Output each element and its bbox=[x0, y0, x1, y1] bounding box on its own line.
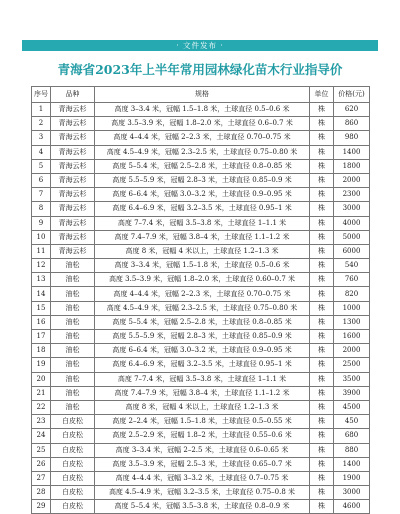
table-row bbox=[32, 358, 370, 372]
cell-price: 3000 bbox=[334, 486, 370, 500]
cell-price: 680 bbox=[334, 429, 370, 443]
cell-no: 2 bbox=[32, 117, 51, 131]
table-row bbox=[32, 287, 370, 301]
cell-spec: 高度 4–4.4 米，冠幅 2–2.3 米，土球直径 0.70–0.75 米 bbox=[95, 287, 310, 301]
cell-no: 12 bbox=[32, 259, 51, 273]
cell-no: 21 bbox=[32, 386, 51, 400]
cell-price: 980 bbox=[334, 131, 370, 145]
cell-unit: 株 bbox=[310, 259, 334, 273]
cell-variety: 青海云杉 bbox=[51, 117, 95, 131]
cell-no: 11 bbox=[32, 244, 51, 258]
cell-price: 5000 bbox=[334, 230, 370, 244]
cell-price: 1400 bbox=[334, 457, 370, 471]
cell-spec: 高度 6.4–6.9 米，冠幅 3.2–3.5 米，土球直径 0.95–1 米 bbox=[95, 202, 310, 216]
cell-spec: 高度 4–4.4 米，冠幅 2–2.3 米，土球直径 0.70–0.75 米 bbox=[95, 131, 310, 145]
cell-variety: 油松 bbox=[51, 315, 95, 329]
cell-spec: 高度 3–3.4 米，冠幅 2–2.5 米，土球直径 0.6–0.65 米 bbox=[95, 443, 310, 457]
page-title: 青海省2023年上半年常用园林绿化苗木行业指导价 bbox=[57, 62, 343, 77]
table-row bbox=[32, 216, 370, 230]
section-band bbox=[22, 40, 378, 51]
table-row bbox=[32, 330, 370, 344]
cell-price: 6000 bbox=[334, 244, 370, 258]
cell-unit: 株 bbox=[310, 216, 334, 230]
cell-spec: 高度 4.5–4.9 米，冠幅 3.2–3.5 米，土球直径 0.75–0.8 米 bbox=[95, 486, 310, 500]
cell-no: 7 bbox=[32, 188, 51, 202]
cell-variety: 白皮松 bbox=[51, 443, 95, 457]
table-row bbox=[32, 244, 370, 258]
cell-unit: 株 bbox=[310, 400, 334, 414]
cell-spec: 高度 5–5.4 米，冠幅 2.5–2.8 米，土球直径 0.8–0.85 米 bbox=[95, 159, 310, 173]
cell-variety: 青海云杉 bbox=[51, 230, 95, 244]
cell-variety: 油松 bbox=[51, 259, 95, 273]
table-row bbox=[32, 273, 370, 287]
table-row bbox=[32, 400, 370, 414]
cell-price: 4600 bbox=[334, 500, 370, 514]
cell-unit: 株 bbox=[310, 230, 334, 244]
cell-variety: 青海云杉 bbox=[51, 173, 95, 187]
cell-price: 1000 bbox=[334, 301, 370, 315]
cell-unit: 株 bbox=[310, 244, 334, 258]
cell-no: 10 bbox=[32, 230, 51, 244]
cell-price: 1600 bbox=[334, 330, 370, 344]
table-row bbox=[32, 315, 370, 329]
cell-price: 3500 bbox=[334, 372, 370, 386]
cell-unit: 株 bbox=[310, 486, 334, 500]
column-header-price: 价格(元) bbox=[334, 87, 370, 103]
cell-variety: 白皮松 bbox=[51, 471, 95, 485]
table-row bbox=[32, 145, 370, 159]
cell-variety: 青海云杉 bbox=[51, 188, 95, 202]
table-row bbox=[32, 457, 370, 471]
cell-unit: 株 bbox=[310, 159, 334, 173]
cell-spec: 高度 3.5–3.9 米，冠幅 1.8–2.0 米，土球直径 0.60–0.7 米 bbox=[95, 273, 310, 287]
cell-unit: 株 bbox=[310, 429, 334, 443]
cell-variety: 油松 bbox=[51, 372, 95, 386]
table-row bbox=[32, 202, 370, 216]
cell-price: 620 bbox=[334, 103, 370, 117]
cell-spec: 高度 5–5.4 米，冠幅 2.5–2.8 米，土球直径 0.8–0.85 米 bbox=[95, 315, 310, 329]
cell-variety: 青海云杉 bbox=[51, 131, 95, 145]
cell-price: 3000 bbox=[334, 202, 370, 216]
column-header-unit: 单位 bbox=[310, 87, 334, 103]
table-row bbox=[32, 131, 370, 145]
cell-spec: 高度 5.5–5.9 米，冠幅 2.8–3 米，土球直径 0.85–0.9 米 bbox=[95, 173, 310, 187]
cell-no: 28 bbox=[32, 486, 51, 500]
table-row bbox=[32, 386, 370, 400]
cell-spec: 高度 3.5–3.9 米，冠幅 1.8–2.0 米，土球直径 0.6–0.7 米 bbox=[95, 117, 310, 131]
cell-variety: 油松 bbox=[51, 358, 95, 372]
table-row bbox=[32, 415, 370, 429]
column-header-no: 序号 bbox=[32, 87, 51, 103]
table-row bbox=[32, 372, 370, 386]
cell-unit: 株 bbox=[310, 202, 334, 216]
cell-spec: 高度 4.5–4.9 米，冠幅 2.3–2.5 米，土球直径 0.75–0.80 米 bbox=[95, 145, 310, 159]
cell-no: 20 bbox=[32, 372, 51, 386]
column-header-variety: 品种 bbox=[51, 87, 95, 103]
cell-variety: 青海云杉 bbox=[51, 216, 95, 230]
table-row bbox=[32, 259, 370, 273]
cell-variety: 青海云杉 bbox=[51, 202, 95, 216]
cell-no: 24 bbox=[32, 429, 51, 443]
cell-unit: 株 bbox=[310, 457, 334, 471]
table-row bbox=[32, 188, 370, 202]
cell-no: 17 bbox=[32, 330, 51, 344]
cell-unit: 株 bbox=[310, 103, 334, 117]
cell-variety: 油松 bbox=[51, 301, 95, 315]
table-body bbox=[32, 103, 370, 514]
table-row bbox=[32, 486, 370, 500]
cell-unit: 株 bbox=[310, 188, 334, 202]
section-label: · 文件发布 · bbox=[176, 41, 224, 50]
table-row bbox=[32, 173, 370, 187]
cell-price: 1800 bbox=[334, 159, 370, 173]
cell-no: 29 bbox=[32, 500, 51, 514]
table-row bbox=[32, 117, 370, 131]
cell-unit: 株 bbox=[310, 372, 334, 386]
cell-spec: 高度 3–3.4 米，冠幅 1.5–1.8 米，土球直径 0.5–0.6 米 bbox=[95, 103, 310, 117]
cell-no: 5 bbox=[32, 159, 51, 173]
cell-spec: 高度 2.5–2.9 米，冠幅 1.8–2 米，土球直径 0.55–0.6 米 bbox=[95, 429, 310, 443]
table-row bbox=[32, 103, 370, 117]
cell-no: 25 bbox=[32, 443, 51, 457]
cell-variety: 油松 bbox=[51, 386, 95, 400]
cell-unit: 株 bbox=[310, 386, 334, 400]
cell-variety: 青海云杉 bbox=[51, 244, 95, 258]
cell-spec: 高度 3–3.4 米，冠幅 1.5–1.8 米，土球直径 0.5–0.6 米 bbox=[95, 259, 310, 273]
cell-unit: 株 bbox=[310, 273, 334, 287]
cell-no: 14 bbox=[32, 287, 51, 301]
cell-unit: 株 bbox=[310, 415, 334, 429]
cell-variety: 油松 bbox=[51, 344, 95, 358]
cell-no: 22 bbox=[32, 400, 51, 414]
cell-spec: 高度 7.4–7.9 米，冠幅 3.8–4 米，土球直径 1.1–1.2 米 bbox=[95, 230, 310, 244]
cell-no: 27 bbox=[32, 471, 51, 485]
cell-price: 880 bbox=[334, 443, 370, 457]
cell-variety: 油松 bbox=[51, 287, 95, 301]
cell-spec: 高度 7.4–7.9 米，冠幅 3.8–4 米，土球直径 1.1–1.2 米 bbox=[95, 386, 310, 400]
cell-unit: 株 bbox=[310, 301, 334, 315]
cell-no: 19 bbox=[32, 358, 51, 372]
cell-spec: 高度 8 米，冠幅 4 米以上，土球直径 1.2–1.3 米 bbox=[95, 400, 310, 414]
table-row bbox=[32, 443, 370, 457]
cell-unit: 株 bbox=[310, 358, 334, 372]
cell-unit: 株 bbox=[310, 500, 334, 514]
price-table bbox=[31, 86, 370, 514]
cell-unit: 株 bbox=[310, 315, 334, 329]
cell-no: 1 bbox=[32, 103, 51, 117]
cell-unit: 株 bbox=[310, 131, 334, 145]
cell-price: 820 bbox=[334, 287, 370, 301]
cell-price: 2000 bbox=[334, 173, 370, 187]
cell-price: 1900 bbox=[334, 471, 370, 485]
cell-variety: 油松 bbox=[51, 273, 95, 287]
cell-variety: 白皮松 bbox=[51, 500, 95, 514]
cell-price: 540 bbox=[334, 259, 370, 273]
cell-spec: 高度 7–7.4 米，冠幅 3.5–3.8 米，土球直径 1–1.1 米 bbox=[95, 216, 310, 230]
table-row bbox=[32, 500, 370, 514]
cell-price: 2300 bbox=[334, 188, 370, 202]
table-row bbox=[32, 344, 370, 358]
column-header-spec: 规格 bbox=[95, 87, 310, 103]
table-header-row bbox=[32, 87, 370, 103]
table-row bbox=[32, 301, 370, 315]
cell-variety: 白皮松 bbox=[51, 457, 95, 471]
cell-variety: 青海云杉 bbox=[51, 145, 95, 159]
cell-no: 9 bbox=[32, 216, 51, 230]
cell-variety: 油松 bbox=[51, 400, 95, 414]
cell-no: 18 bbox=[32, 344, 51, 358]
cell-no: 26 bbox=[32, 457, 51, 471]
cell-price: 2000 bbox=[334, 344, 370, 358]
cell-spec: 高度 5–5.4 米，冠幅 3.5–3.8 米，土球直径 0.8–0.9 米 bbox=[95, 500, 310, 514]
cell-no: 6 bbox=[32, 173, 51, 187]
cell-spec: 高度 2–2.4 米，冠幅 1.5–1.8 米，土球直径 0.5–0.55 米 bbox=[95, 415, 310, 429]
cell-price: 1300 bbox=[334, 315, 370, 329]
cell-variety: 油松 bbox=[51, 330, 95, 344]
cell-spec: 高度 3.5–3.9 米，冠幅 2.5–3 米，土球直径 0.65–0.7 米 bbox=[95, 457, 310, 471]
cell-spec: 高度 6.4–6.9 米，冠幅 3.2–3.5 米，土球直径 0.95–1 米 bbox=[95, 358, 310, 372]
cell-price: 3900 bbox=[334, 386, 370, 400]
cell-no: 15 bbox=[32, 301, 51, 315]
cell-price: 450 bbox=[334, 415, 370, 429]
cell-unit: 株 bbox=[310, 117, 334, 131]
table-row bbox=[32, 159, 370, 173]
cell-spec: 高度 4.5–4.9 米，冠幅 2.3–2.5 米，土球直径 0.75–0.80 米 bbox=[95, 301, 310, 315]
cell-price: 4000 bbox=[334, 216, 370, 230]
cell-spec: 高度 6–6.4 米，冠幅 3.0–3.2 米，土球直径 0.9–0.95 米 bbox=[95, 188, 310, 202]
cell-no: 3 bbox=[32, 131, 51, 145]
cell-price: 4500 bbox=[334, 400, 370, 414]
table-row bbox=[32, 230, 370, 244]
cell-unit: 株 bbox=[310, 330, 334, 344]
cell-spec: 高度 8 米，冠幅 4 米以上，土球直径 1.2–1.3 米 bbox=[95, 244, 310, 258]
table-row bbox=[32, 429, 370, 443]
cell-no: 4 bbox=[32, 145, 51, 159]
cell-variety: 白皮松 bbox=[51, 486, 95, 500]
cell-variety: 青海云杉 bbox=[51, 159, 95, 173]
table-row bbox=[32, 471, 370, 485]
cell-variety: 白皮松 bbox=[51, 415, 95, 429]
cell-unit: 株 bbox=[310, 471, 334, 485]
cell-price: 760 bbox=[334, 273, 370, 287]
cell-price: 1400 bbox=[334, 145, 370, 159]
cell-unit: 株 bbox=[310, 344, 334, 358]
cell-no: 13 bbox=[32, 273, 51, 287]
cell-spec: 高度 7–7.4 米，冠幅 3.5–3.8 米，土球直径 1–1.1 米 bbox=[95, 372, 310, 386]
cell-unit: 株 bbox=[310, 443, 334, 457]
cell-variety: 白皮松 bbox=[51, 429, 95, 443]
cell-no: 8 bbox=[32, 202, 51, 216]
cell-spec: 高度 6–6.4 米，冠幅 3.0–3.2 米，土球直径 0.9–0.95 米 bbox=[95, 344, 310, 358]
cell-no: 23 bbox=[32, 415, 51, 429]
cell-price: 2500 bbox=[334, 358, 370, 372]
cell-no: 16 bbox=[32, 315, 51, 329]
cell-price: 860 bbox=[334, 117, 370, 131]
cell-unit: 株 bbox=[310, 287, 334, 301]
cell-unit: 株 bbox=[310, 145, 334, 159]
cell-spec: 高度 4–4.4 米，冠幅 3–3.2 米，土球直径 0.7–0.75 米 bbox=[95, 471, 310, 485]
cell-unit: 株 bbox=[310, 173, 334, 187]
cell-spec: 高度 5.5–5.9 米，冠幅 2.8–3 米，土球直径 0.85–0.9 米 bbox=[95, 330, 310, 344]
cell-variety: 青海云杉 bbox=[51, 103, 95, 117]
